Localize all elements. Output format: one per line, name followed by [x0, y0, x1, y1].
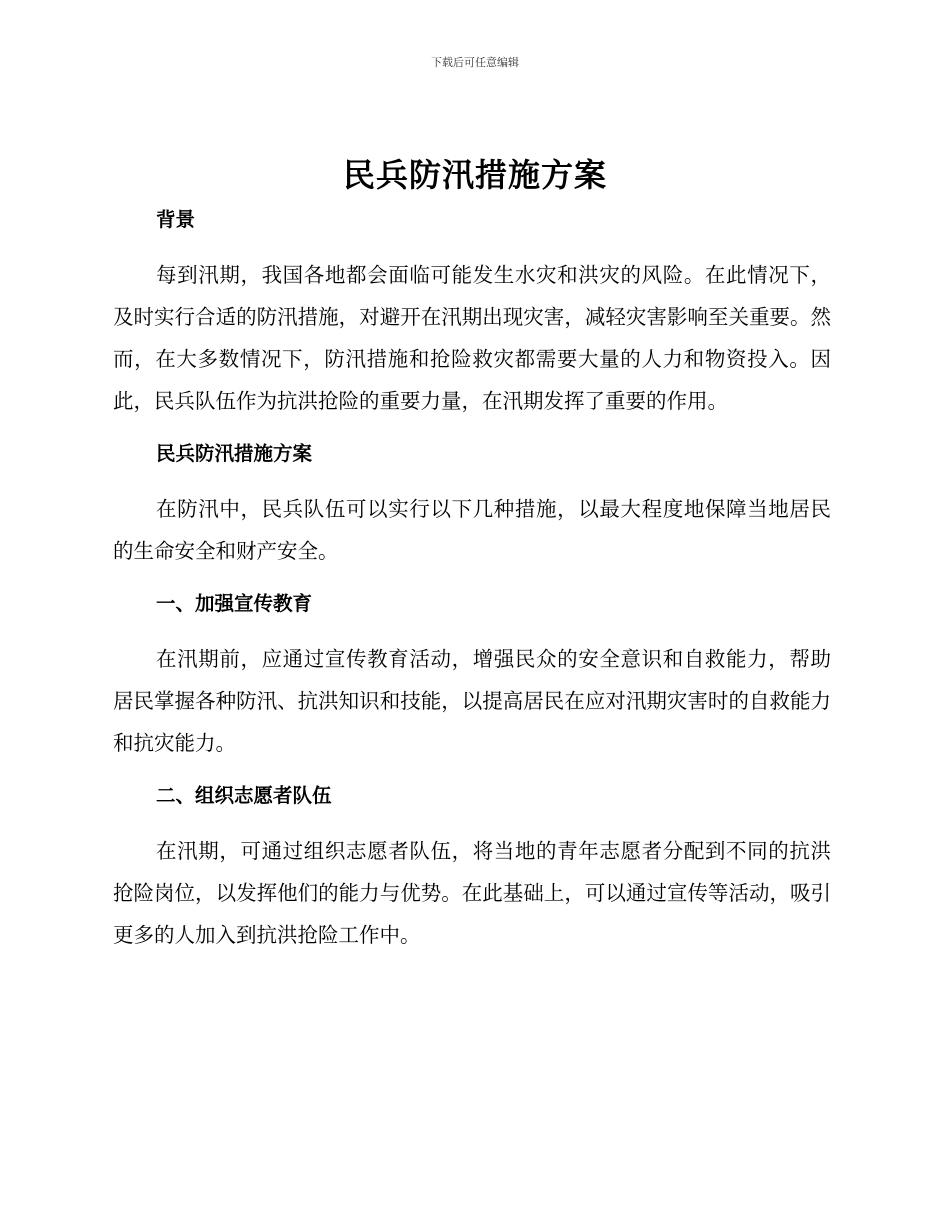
section-heading-education: 一、加强宣传教育 — [156, 592, 313, 615]
page-header: 下载后可任意编辑 — [431, 56, 519, 69]
section-paragraph-background: 每到汛期，我国各地都会面临可能发生水灾和洪灾的风险。在此情况下，及时实行合适的防汛措施，对避开在汛期出现灾害，减轻灾害影响至关重要。然而，在大多数情况下，防汛措施和抢险救灾都需要大量的人力和物资投入。因此，民兵队伍作为抗洪抢险的重要力量，在汛期发挥了重要的作用。 — [113, 263, 831, 413]
section-heading-volunteers: 二、组织志愿者队伍 — [156, 784, 332, 807]
document-body — [113, 200, 831, 956]
section-heading-background: 背景 — [156, 208, 196, 231]
section-heading-plan: 民兵防汛措施方案 — [156, 442, 313, 465]
section-paragraph-plan: 在防汛中，民兵队伍可以实行以下几种措施，以最大程度地保障当地居民的生命安全和财产安全。 — [113, 497, 831, 563]
section-paragraph-education: 在汛期前，应通过宣传教育活动，增强民众的安全意识和自救能力，帮助居民掌握各种防汛、抗洪知识和技能，以提高居民在应对汛期灾害时的自救能力和抗灾能力。 — [113, 647, 831, 755]
document-title: 民兵防汛措施方案 — [342, 156, 607, 194]
section-paragraph-volunteers: 在汛期，可通过组织志愿者队伍，将当地的青年志愿者分配到不同的抗洪抢险岗位，以发挥他们的能力与优势。在此基础上，可以通过宣传等活动，吸引更多的人加入到抗洪抢险工作中。 — [113, 839, 831, 947]
